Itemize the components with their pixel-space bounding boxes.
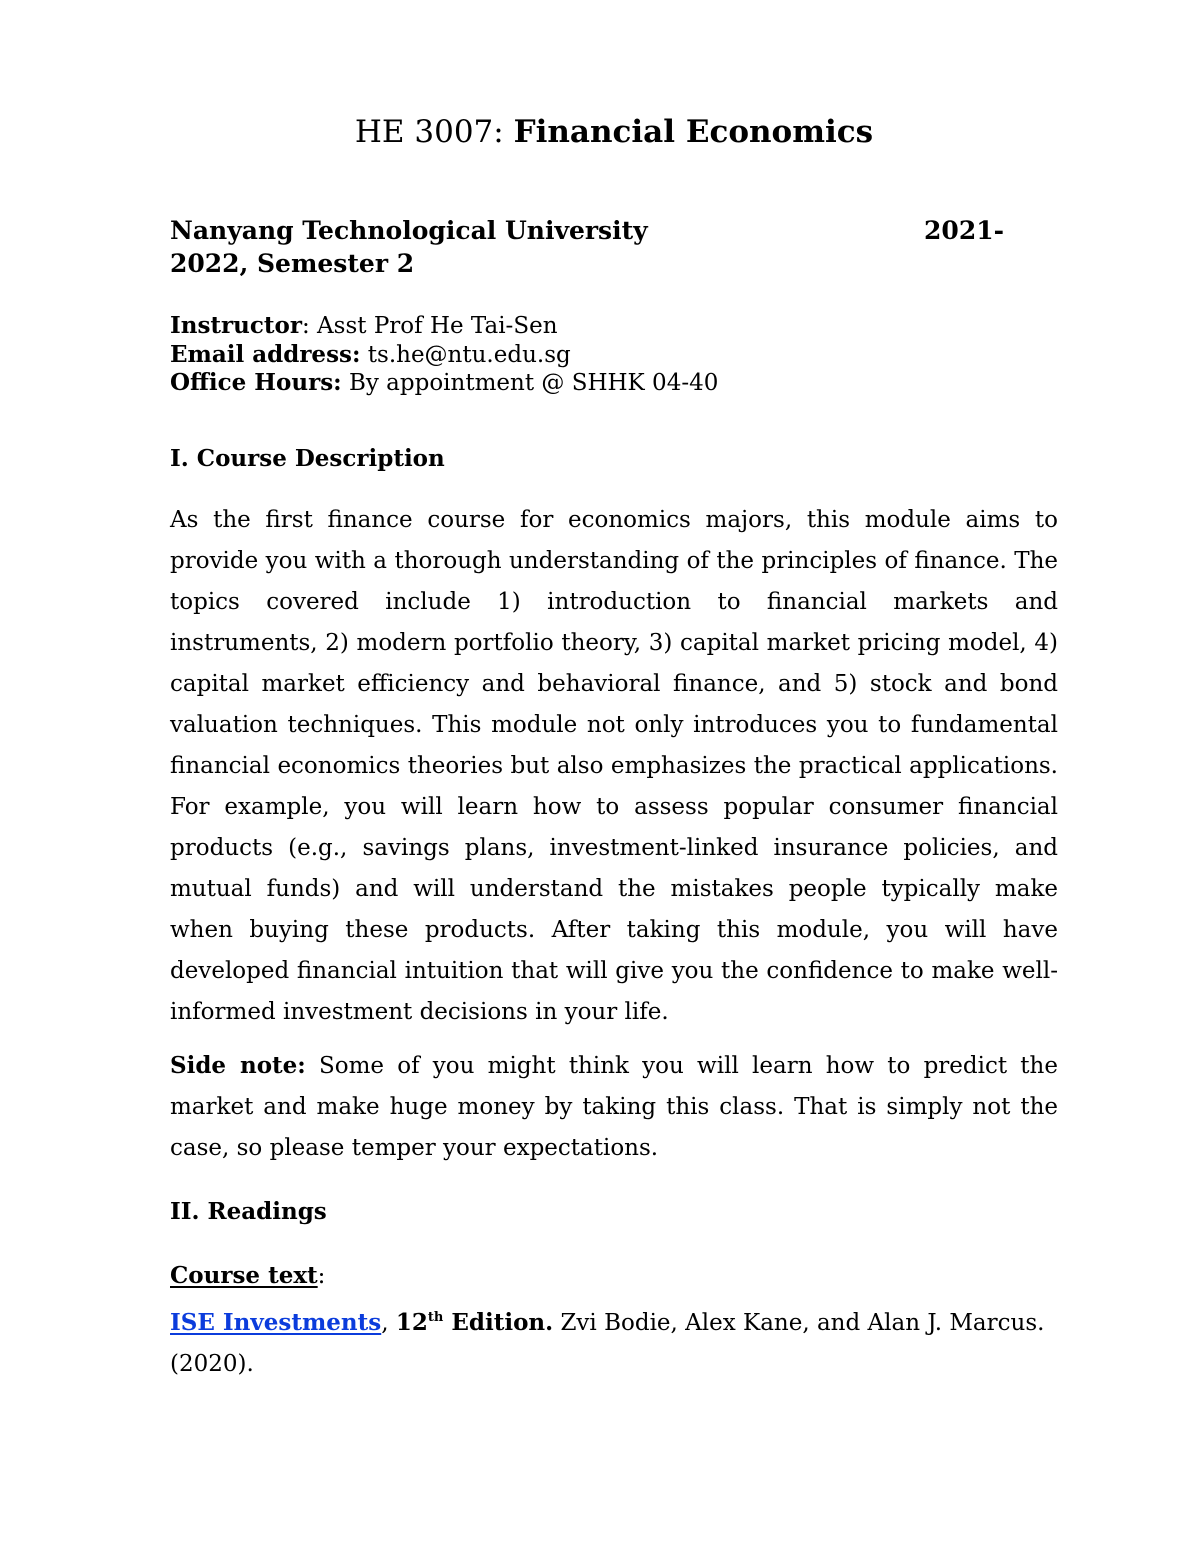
- edition-word: Edition.: [443, 1309, 554, 1336]
- course-description-heading: I. Course Description: [170, 445, 445, 472]
- side-note-body: Some of you might think you will learn how to predict the market and make huge money by taking this class. That is simply not the case, so please temper your expectations.: [170, 1053, 1058, 1161]
- email-value: ts.he@ntu.edu.sg: [360, 341, 571, 368]
- document-title: [0, 112, 1200, 152]
- edition-superscript: th: [427, 1310, 444, 1325]
- instructor-info: [170, 312, 1060, 398]
- edition-number: 12: [395, 1309, 428, 1336]
- course-description-body: As the first finance course for economics majors, this module aims to provide you with a thorough understanding of the principles of finance. The topics covered include 1) introduction to financial markets and instruments, 2) modern portfolio theory, 3) capital market pricing model, 4) capital market efficiency and behavioral finance, and 5) stock and bond valuation techniques. This module not only introduces you to fundamental financial economics theories but also emphasizes the practical applications. For example, you will learn how to assess popular consumer financial products (e.g., savings plans, investment-linked insurance policies, and mutual funds) and will understand the mistakes people typically make when buying these products. After taking this module, you will have developed financial intuition that will give you the confidence to make well-informed investment decisions in your life.: [170, 507, 1058, 1025]
- side-note-label: Side note:: [170, 1052, 306, 1079]
- instructor-line: [170, 312, 1060, 341]
- book-link[interactable]: ISE Investments: [170, 1309, 382, 1336]
- term-rest: 2022, Semester 2: [170, 249, 415, 278]
- course-name: Financial Economics: [513, 114, 874, 150]
- book-comma: ,: [381, 1310, 396, 1336]
- instructor-label: Instructor: [170, 312, 302, 339]
- office-hours-label: Office Hours:: [170, 369, 342, 396]
- instructor-value: : Asst Prof He Tai-Sen: [301, 313, 558, 339]
- email-label: Email address:: [170, 340, 361, 368]
- readings-heading: II. Readings: [170, 1198, 327, 1225]
- term-year-start: 2021-: [924, 216, 1004, 245]
- university-term-block: [170, 214, 1060, 280]
- course-code: HE 3007:: [354, 114, 514, 150]
- side-note: [170, 1045, 1058, 1169]
- course-text-colon: :: [317, 1263, 326, 1289]
- course-text-label: Course text: [170, 1262, 318, 1289]
- book-authors: Zvi Bodie, Alex Kane, and Alan J. Marcus. (2020).: [170, 1310, 1045, 1377]
- book-reference: [170, 1302, 1060, 1385]
- course-text-line: [170, 1261, 325, 1291]
- university-name: Nanyang Technological University: [170, 216, 648, 245]
- email-line: [170, 341, 1060, 370]
- office-hours-line: [170, 369, 1060, 398]
- office-hours-value: By appointment @ SHHK 04-40: [341, 370, 719, 396]
